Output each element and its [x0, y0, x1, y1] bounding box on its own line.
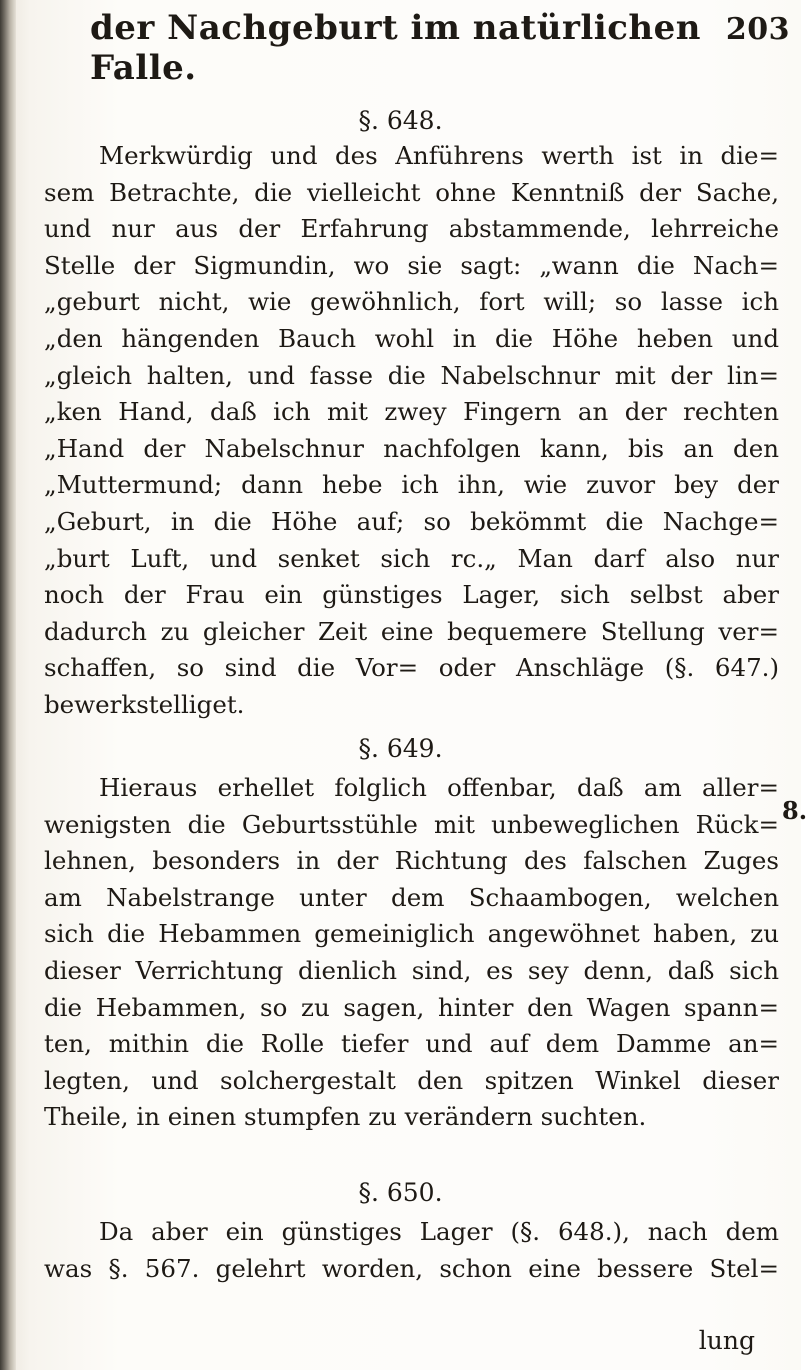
text-line: Hieraus erhellet folglich offenbar, daß am aller= [99, 773, 779, 802]
text-line: Merkwürdig und des Anführens werth ist in die= [99, 141, 779, 170]
text-line: noch der Frau ein günstiges Lager, sich selbst aber [44, 580, 779, 610]
paragraph-650 [44, 1214, 779, 1287]
text-line: „gleich halten, und fasse die Nabelschnur mit der lin= [44, 360, 779, 390]
paragraph-649 [44, 770, 779, 1136]
text-line: dadurch zu gleicher Zeit eine bequemere Stellung ver= [44, 616, 779, 646]
text-line: „Muttermund; dann hebe ich ihn, wie zuvor bey der [44, 470, 779, 500]
text-line: „Hand der Nabelschnur nachfolgen kann, bis an den [44, 433, 779, 463]
text-line: bewerkstelliget. [44, 689, 245, 719]
text-line: „burt Luft, und senket sich rc.„ Man darf also nur [44, 543, 779, 573]
section-number: §. 650. [358, 1178, 443, 1207]
text-line: und nur aus der Erfahrung abstammende, lehrreiche [44, 214, 779, 244]
text-line: „ken Hand, daß ich mit zwey Fingern an der rechten [44, 397, 779, 427]
text-line: „Geburt, in die Höhe auf; so bekömmt die Nachge= [44, 506, 779, 536]
text-line: legten, und solchergestalt den spitzen Winkel dieser [44, 1065, 779, 1095]
binding-gutter [0, 0, 16, 1370]
text-line: Da aber ein günstiges Lager (§. 648.), nach dem [99, 1217, 779, 1246]
text-line: „den hängenden Bauch wohl in die Höhe heben und [44, 323, 779, 353]
section-number: §. 648. [358, 106, 443, 135]
text-line: wenigsten die Geburtsstühle mit unbeweglichen Rück= [44, 809, 779, 839]
paragraph-648 [44, 138, 779, 724]
page-number: 203 [725, 12, 790, 47]
catchword: lung [698, 1326, 755, 1355]
text-line: lehnen, besonders in der Richtung des falschen Zuges [44, 846, 779, 876]
text-line: Stelle der Sigmundin, wo sie sagt: „wann die Nach= [44, 250, 779, 280]
text-line: schaffen, so sind die Vor= oder Anschläge (§. 647.) [44, 653, 779, 683]
text-line: „geburt nicht, wie gewöhnlich, fort will; so lasse ich [44, 287, 779, 317]
running-header [80, 8, 790, 88]
text-line: was §. 567. gelehrt worden, schon eine bessere Stel= [44, 1253, 779, 1283]
section-number: §. 649. [358, 734, 443, 763]
text-line: dieser Verrichtung dienlich sind, es sey denn, daß sich [44, 955, 779, 985]
text-line: sich die Hebammen gemeiniglich angewöhnet haben, zu [44, 919, 779, 949]
text-line: die Hebammen, so zu sagen, hinter den Wagen spann= [44, 992, 779, 1022]
running-title: der Nachgeburt im natürlichen Falle. [90, 8, 701, 88]
text-line: Theile, in einen stumpfen zu verändern suchten. [44, 1102, 647, 1132]
text-line: am Nabelstrange unter dem Schaambogen, welchen [44, 882, 779, 912]
margin-note: 8. [782, 796, 807, 825]
text-line: ten, mithin die Rolle tiefer und auf dem Damme an= [44, 1029, 779, 1059]
text-line: sem Betrachte, die vielleicht ohne Kenntniß der Sache, [44, 177, 779, 207]
